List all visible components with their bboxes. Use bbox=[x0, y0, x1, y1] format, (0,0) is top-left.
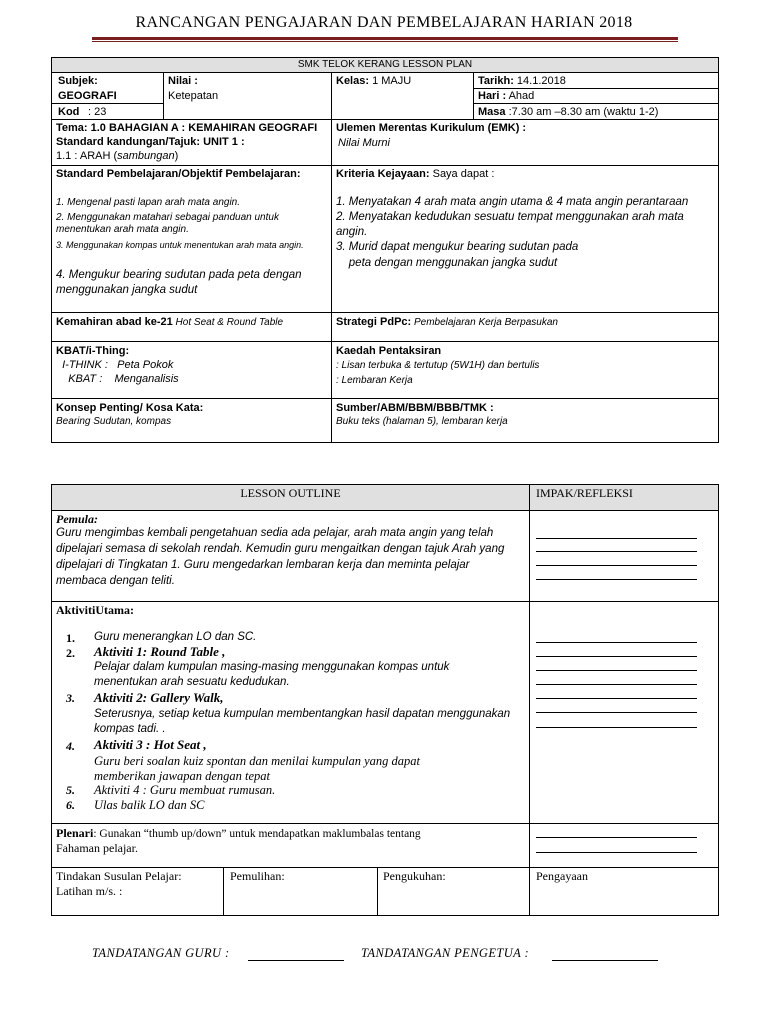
reflection-line bbox=[536, 837, 697, 838]
reflection-line bbox=[536, 852, 697, 853]
kriteria-1: 1. Menyatakan 4 arah mata angin utama & 4 mata angin perantaraan bbox=[336, 196, 689, 208]
title-underline bbox=[92, 37, 678, 40]
a6-num: 6. bbox=[66, 798, 75, 812]
kaedah-2: : Lembaran Kerja bbox=[336, 375, 413, 386]
signature-pengetua-line bbox=[552, 960, 658, 961]
plenari-label: Plenari bbox=[56, 826, 94, 840]
a3-line-2: kompas tadi. . bbox=[94, 723, 166, 735]
reflection-line bbox=[536, 698, 697, 699]
a2-title: Aktiviti 1: Round Table , bbox=[94, 644, 226, 659]
kod-value: : 23 bbox=[88, 106, 107, 118]
strategi-line bbox=[336, 316, 558, 328]
a6-text: Ulas balik LO dan SC bbox=[94, 798, 205, 812]
strategi-label: Strategi PdPc: bbox=[336, 316, 412, 328]
signature-guru-label: TANDATANGAN GURU : bbox=[92, 946, 230, 960]
kriteria-2: 2. Menyatakan kedudukan sesuatu tempat menggunakan arah mata angin. bbox=[336, 211, 684, 238]
ithink-text: I-THINK : Peta Pokok bbox=[56, 359, 174, 371]
subjek-label: Subjek: bbox=[58, 75, 98, 87]
tindakan-label: Tindakan Susulan Pelajar: bbox=[56, 869, 182, 883]
a4-num: 4. bbox=[66, 739, 75, 753]
kriteria-4: peta dengan menggunakan jangka sudut bbox=[336, 257, 558, 269]
reflection-line bbox=[536, 684, 697, 685]
a1-text: Guru menerangkan LO dan SC. bbox=[94, 631, 257, 643]
masa-value: :7.30 am –8.30 am (waktu 1-2) bbox=[508, 106, 659, 118]
aktiviti-label: AktivitiUtama: bbox=[56, 603, 134, 617]
kriteria-intro: Saya dapat : bbox=[429, 168, 495, 180]
reflection-line bbox=[536, 642, 697, 643]
plenari-impak-cell bbox=[529, 823, 719, 868]
pengukuhan-label: Pengukuhan: bbox=[383, 869, 446, 883]
a2-num: 2. bbox=[66, 646, 75, 660]
kbat-label: KBAT/i-Thing: bbox=[56, 345, 130, 357]
tema-text: Tema: 1.0 BAHAGIAN A : KEMAHIRAN GEOGRAFI bbox=[56, 122, 318, 134]
kbat-text: KBAT : Menganalisis bbox=[56, 373, 179, 385]
reflection-line bbox=[536, 656, 697, 657]
arah-suffix: ) bbox=[174, 150, 179, 162]
hari-line bbox=[478, 90, 534, 102]
tarikh-label: Tarikh: bbox=[478, 75, 514, 87]
latihan-label: Latihan m/s. : bbox=[56, 884, 123, 898]
plenari-text-2: Fahaman pelajar. bbox=[56, 841, 138, 855]
objektif-4: 4. Mengukur bearing sudutan pada peta dengan menggunakan jangka sudut bbox=[56, 269, 302, 296]
a2-line-1: Pelajar dalam kumpulan masing-masing menggunakan kompas untuk bbox=[94, 661, 450, 673]
pemula-line-2: dipelajari semasa di sekolah rendah. Kemudin guru mengaitkan dengan tajuk Arah yang bbox=[56, 543, 505, 555]
kemahiran-line bbox=[56, 316, 283, 328]
kaedah-label: Kaedah Pentaksiran bbox=[336, 345, 442, 357]
kemahiran-label: Kemahiran abad ke-21 bbox=[56, 316, 173, 328]
kod-label: Kod bbox=[58, 106, 80, 118]
kelas-line bbox=[336, 75, 411, 87]
subjek-value: GEOGRAFI bbox=[58, 90, 117, 102]
reflection-line bbox=[536, 538, 697, 539]
arah-italic: sambungan bbox=[117, 150, 175, 162]
tarikh-divider-1 bbox=[473, 88, 719, 89]
page-title: RANCANGAN PENGAJARAN DAN PEMBELAJARAN HARIAN 2018 bbox=[135, 14, 633, 31]
tarikh-divider-2 bbox=[473, 103, 719, 104]
konsep-label: Konsep Penting/ Kosa Kata: bbox=[56, 402, 204, 414]
a4-title: Aktiviti 3 : Hot Seat , bbox=[94, 737, 207, 752]
kelas-label: Kelas: bbox=[336, 75, 370, 87]
reflection-line bbox=[536, 579, 697, 580]
impak-header-text: IMPAK/REFLEKSI bbox=[536, 486, 633, 500]
tarikh-line bbox=[478, 75, 566, 87]
standard-text: Standard kandungan/Tajuk: UNIT 1 : bbox=[56, 136, 245, 148]
objektif-2: 2. Menggunakan matahari sebagai panduan untuk menentukan arah mata angin. bbox=[56, 212, 279, 235]
objektif-1: 1. Mengenal pasti lapan arah mata angin. bbox=[56, 197, 241, 208]
arah-line bbox=[56, 150, 178, 162]
plan-header-text: SMK TELOK KERANG LESSON PLAN bbox=[297, 59, 473, 70]
pemulihan-label: Pemulihan: bbox=[230, 869, 285, 883]
a3-line-1: Seterusnya, setiap ketua kumpulan membentangkan hasil dapatan menggunakan bbox=[94, 708, 511, 720]
hari-label: Hari : bbox=[478, 90, 507, 102]
reflection-line bbox=[536, 565, 697, 566]
objektif-label: Standard Pembelajaran/Objektif Pembelajaran: bbox=[56, 168, 301, 180]
signature-pengetua-label: TANDATANGAN PENGETUA : bbox=[361, 946, 530, 960]
sumber-value: Buku teks (halaman 5), lembaran kerja bbox=[336, 416, 508, 427]
a2-line-2: menentukan arah sesuatu kedudukan. bbox=[94, 676, 290, 688]
reflection-line bbox=[536, 551, 697, 552]
hari-value: Ahad bbox=[506, 90, 535, 102]
title-underline-thin bbox=[92, 41, 678, 42]
konsep-value: Bearing Sudutan, kompas bbox=[56, 416, 172, 427]
kelas-value: 1 MAJU bbox=[369, 75, 412, 87]
kemahiran-value: Hot Seat & Round Table bbox=[172, 317, 284, 328]
a5-num: 5. bbox=[66, 783, 75, 797]
pemula-line-3: dipelajari di Tingkatan 1. Guru mengedarkan lembaran kerja dan meminta pelajar bbox=[56, 559, 470, 571]
a4-line-1: Guru beri soalan kuiz spontan dan menilai kumpulan yang dapat bbox=[94, 754, 421, 768]
a3-num: 3. bbox=[66, 691, 75, 705]
plenari-line bbox=[56, 826, 421, 841]
masa-label: Masa bbox=[478, 106, 506, 118]
pemula-cell bbox=[51, 510, 530, 602]
reflection-line bbox=[536, 727, 697, 728]
a3-title: Aktiviti 2: Gallery Walk, bbox=[94, 690, 224, 705]
a1-num: 1. bbox=[66, 631, 75, 645]
pemula-label: Pemula: bbox=[56, 512, 98, 526]
tarikh-value: 14.1.2018 bbox=[513, 75, 566, 87]
emk-value: Nilai Murni bbox=[338, 137, 390, 149]
reflection-line bbox=[536, 712, 697, 713]
emk-label: Ulemen Merentas Kurikulum (EMK) : bbox=[336, 122, 527, 134]
pengayaan-label: Pengayaan bbox=[536, 869, 588, 883]
kaedah-1: : Lisan terbuka & tertutup (5W1H) dan bertulis bbox=[336, 360, 540, 371]
a5-text: Aktiviti 4 : Guru membuat rumusan. bbox=[94, 783, 276, 797]
kriteria-label: Kriteria Kejayaan: bbox=[336, 168, 430, 180]
masa-line bbox=[478, 106, 658, 118]
pemula-impak-cell bbox=[529, 510, 719, 602]
plenari-text: : Gunakan “thumb up/down” untuk mendapatkan maklumbalas tentang bbox=[93, 828, 421, 840]
reflection-line bbox=[536, 670, 697, 671]
subjek-divider bbox=[51, 103, 164, 104]
arah-prefix: 1.1 : ARAH ( bbox=[56, 150, 118, 162]
a4-line-2: memberikan jawapan dengan tepat bbox=[94, 769, 271, 783]
kriteria-line bbox=[336, 168, 494, 180]
pemula-line-1: Guru mengimbas kembali pengetahuan sedia ada pelajar, arah mata angin yang telah bbox=[56, 527, 494, 539]
sumber-label: Sumber/ABM/BBM/BBB/TMK : bbox=[336, 402, 494, 414]
nilai-value: Ketepatan bbox=[168, 90, 219, 102]
signature-guru-line bbox=[248, 960, 344, 961]
pemula-line-4: membaca dengan teliti. bbox=[56, 575, 175, 587]
outline-header-text: LESSON OUTLINE bbox=[240, 486, 341, 500]
strategi-value: Pembelajaran Kerja Berpasukan bbox=[411, 317, 558, 328]
objektif-3: 3. Menggunakan kompas untuk menentukan arah mata angin. bbox=[56, 240, 304, 250]
kriteria-3: 3. Murid dapat mengukur bearing sudutan pada bbox=[336, 241, 579, 253]
nilai-label: Nilai : bbox=[168, 75, 198, 87]
